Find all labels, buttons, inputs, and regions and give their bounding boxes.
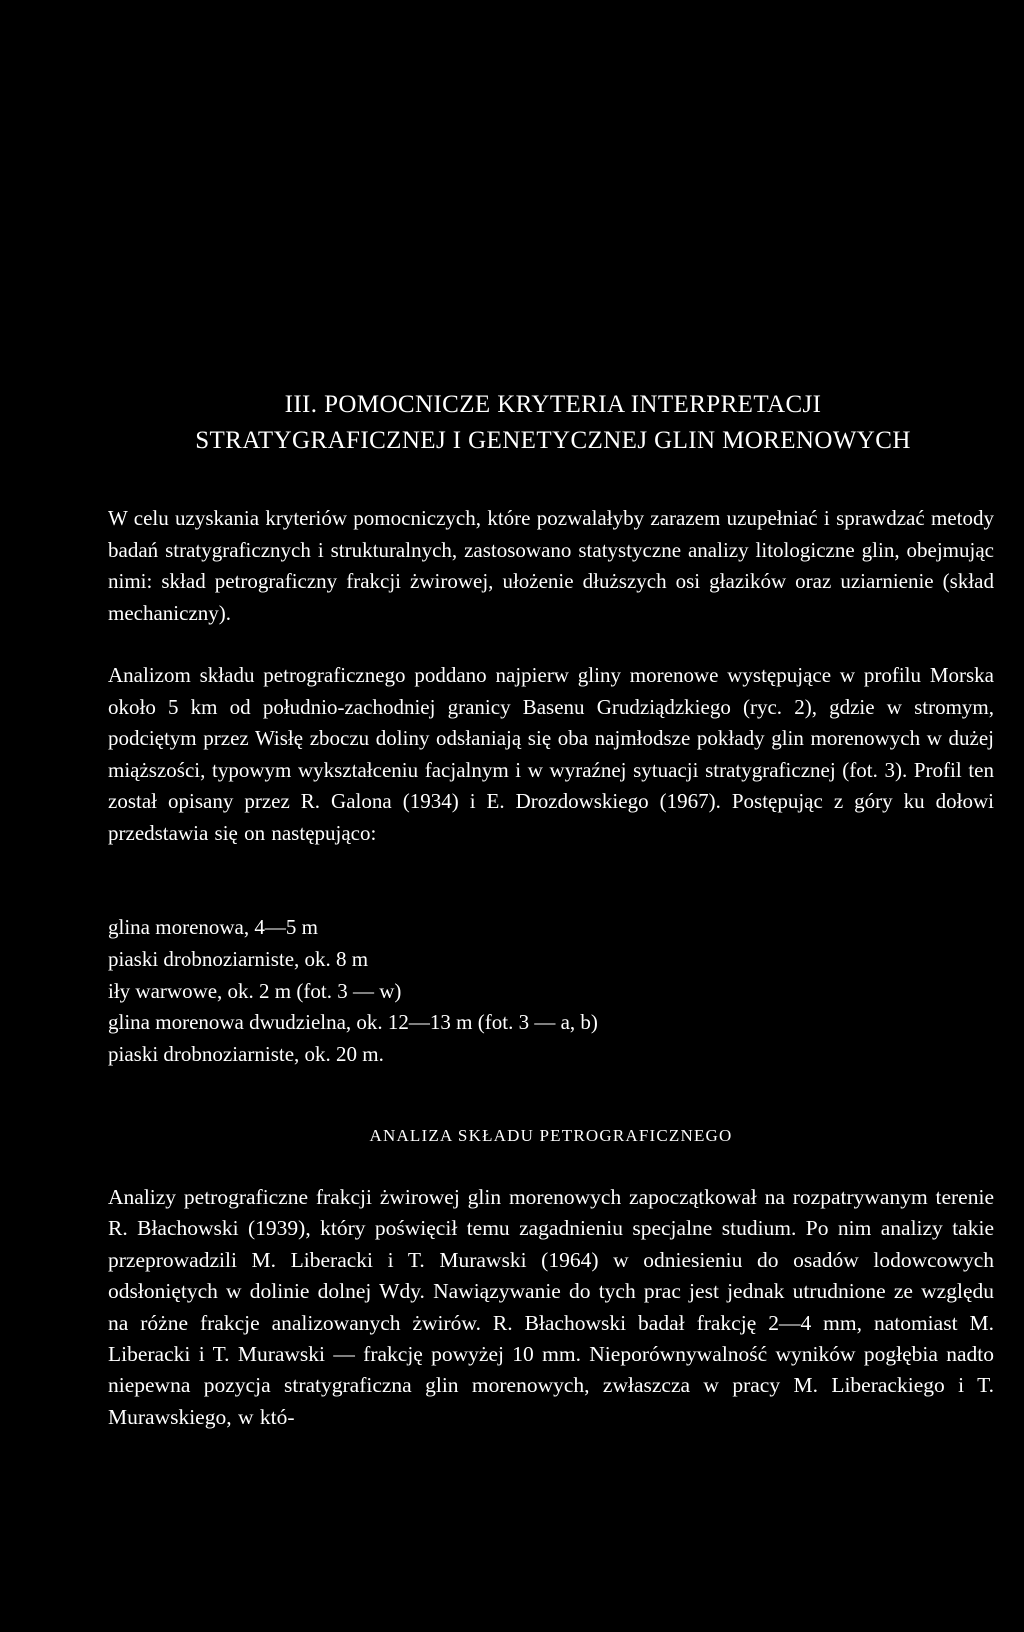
list-item: glina morenowa, 4—5 m bbox=[108, 915, 318, 939]
list-item: iły warwowe, ok. 2 m (fot. 3 — w) bbox=[108, 978, 402, 1003]
profile-layer-list bbox=[108, 912, 598, 1071]
paragraph-intro: W celu uzyskania kryteriów pomocniczych, które pozwalałyby zarazem uzupełniać i sprawdzać metody badań stratygraficznych i strukturalnych, zastosowano statystyczne analizy litologiczne glin, obejmując nimi: skład petrograficzny frakcji żwirowej, ułożenie dłuższych osi głazików oraz uziarnienie (skład mechaniczny). bbox=[108, 506, 994, 625]
chapter-title-line-2: STRATYGRAFICZNEJ I GENETYCZNEJ GLIN MORENOWYCH bbox=[195, 427, 911, 454]
list-item: glina morenowa dwudzielna, ok. 12—13 m (fot. 3 — a, b) bbox=[108, 1010, 598, 1035]
chapter-title-line-1: III. POMOCNICZE KRYTERIA INTERPRETACJI bbox=[284, 391, 822, 418]
paragraph-petrographic-analysis: Analizy petrograficzne frakcji żwirowej glin morenowych zapoczątkował na rozpatrywanym terenie R. Błachowski (1939), który poświęcił temu zagadnieniu specjalne studium. Po nim analizy takie przeprowadzili M. Liberacki i T. Murawski (1964) w odniesieniu do osadów lodowcowych odsłoniętych w dolinie dolnej Wdy. Nawiązywanie do tych prac jest jednak utrudnione ze względu na różne frakcje analizowanych żwirów. R. Błachowski badał frakcję 2—4 mm, natomiast M. Liberacki i T. Murawski — frakcję powyżej 10 mm. Nieporównywalność wyników pogłębia nadto niepewna pozycja stratygraficzna glin morenowych, zwłaszcza w pracy M. Liberackiego i T. Murawskiego, w któ- bbox=[108, 1185, 994, 1429]
list-item: piaski drobnoziarniste, ok. 20 m. bbox=[108, 1042, 384, 1067]
list-item: piaski drobnoziarniste, ok. 8 m bbox=[108, 946, 369, 971]
paragraph-profile-description: Analizom składu petrograficznego poddano najpierw gliny morenowe występujące w profilu Morska około 5 km od południo-zachodniej granicy Basenu Grudziądzkiego (ryc. 2), gdzie w stromym, podciętym przez Wisłę zboczu doliny odsłaniają się oba najmłodsze pokłady glin morenowych w dużej miąższości, typowym wykształceniu facjalnym i w wyraźnej sytuacji stratygraficznej (fot. 3). Profil ten został opisany przez R. Galona (1934) i E. Drozdowskiego (1967). Postępując z góry ku dołowi przedstawia się on następująco: bbox=[108, 663, 994, 845]
section-title: ANALIZA SKŁADU PETROGRAFICZNEGO bbox=[369, 1126, 733, 1145]
